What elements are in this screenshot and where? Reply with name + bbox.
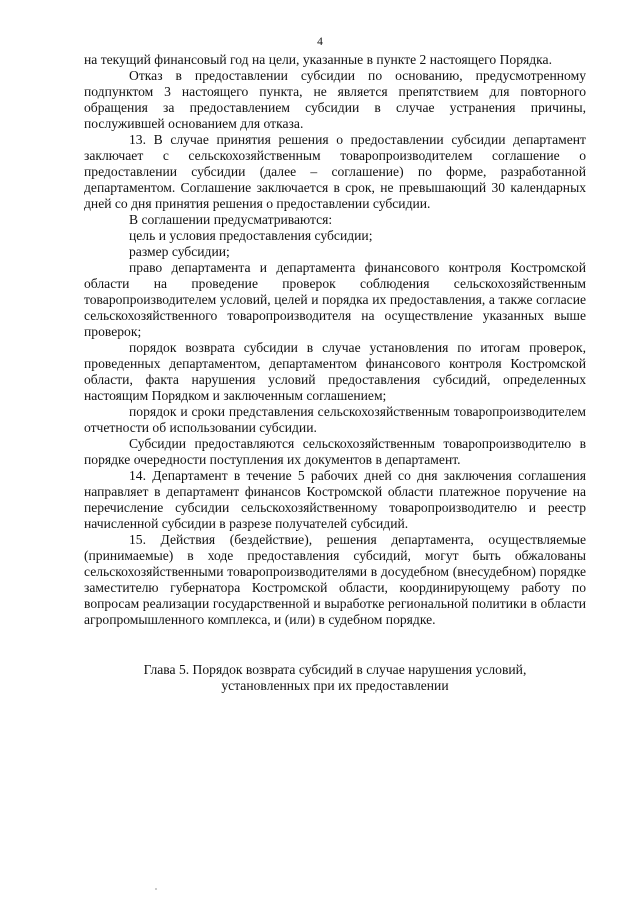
list-item-reporting: порядок и сроки представления сельскохозяйственным товаропроизводителем отчетности об использовании субсидии. <box>84 404 586 435</box>
paragraph-queue-order: Субсидии предоставляются сельскохозяйственным товаропроизводителю в порядке очередности поступления их документов в департамент. <box>84 436 586 467</box>
list-item-amount: размер субсидии; <box>129 244 230 259</box>
paragraph-item-13: 13. В случае принятия решения о предоставлении субсидии департамент заключает с сельскохозяйственным товаропроизводителем соглашение о предоставлении субсидии (далее – соглашение) по форме, разработанной департаментом. Соглашение заключается в срок, не превышающий 30 календарных дней со дня принятия решения о предоставлении субсидии. <box>84 132 586 211</box>
paragraph-item-15: 15. Действия (бездействие), решения департамента, осуществляемые (принимаемые) в ходе предоставления субсидий, могут быть обжалованы сельскохозяйственными товаропроизводителями в досудебном (внесудебном) порядке заместителю губернатора Костромской области, координирующему работу по вопросам реализации государственной и выработке региональной политики в области агропромышленного комплекса, и (или) в судебном порядке. <box>84 532 586 627</box>
paragraph-agreement-intro: В соглашении предусматриваются: <box>129 212 333 227</box>
list-item-inspection-right: право департамента и департамента финансового контроля Костромской области на проведение проверок соблюдения сельскохозяйственным товаропроизводителем условий, целей и порядка их предоставления, а также согласие сельскохозяйственного товаропроизводителя на осуществление указанных выше проверок; <box>84 260 586 339</box>
paragraph-continuation: на текущий финансовый год на цели, указанные в пункте 2 настоящего Порядка. <box>84 52 552 67</box>
list-item-refund-procedure: порядок возврата субсидии в случае установления по итогам проверок, проведенных департаментом, департаментом финансового контроля Костромской области, факта нарушения условий предоставления субсидий, определенных настоящим Порядком и заключенным соглашением; <box>84 340 586 403</box>
list-item-goal: цель и условия предоставления субсидии; <box>129 228 373 243</box>
chapter-heading: Глава 5. Порядок возврата субсидий в случае нарушения условий, установленных при их предоставлении <box>143 662 527 693</box>
paragraph-refusal: Отказ в предоставлении субсидии по основанию, предусмотренному подпунктом 3 настоящего пункта, не является препятствием для повторного обращения за предоставлением субсидии в случае устранения причины, послужившей основанием для отказа. <box>84 68 586 131</box>
document-body <box>84 52 586 694</box>
paragraph-item-14: 14. Департамент в течение 5 рабочих дней со дня заключения соглашения направляет в департамент финансов Костромской области платежное поручение на перечисление субсидии сельскохозяйственному товаропроизводителю и реестр начисленной субсидии в разрезе получателей субсидий. <box>84 468 586 531</box>
page-number: 4 <box>317 36 323 48</box>
scan-speck <box>155 888 157 890</box>
